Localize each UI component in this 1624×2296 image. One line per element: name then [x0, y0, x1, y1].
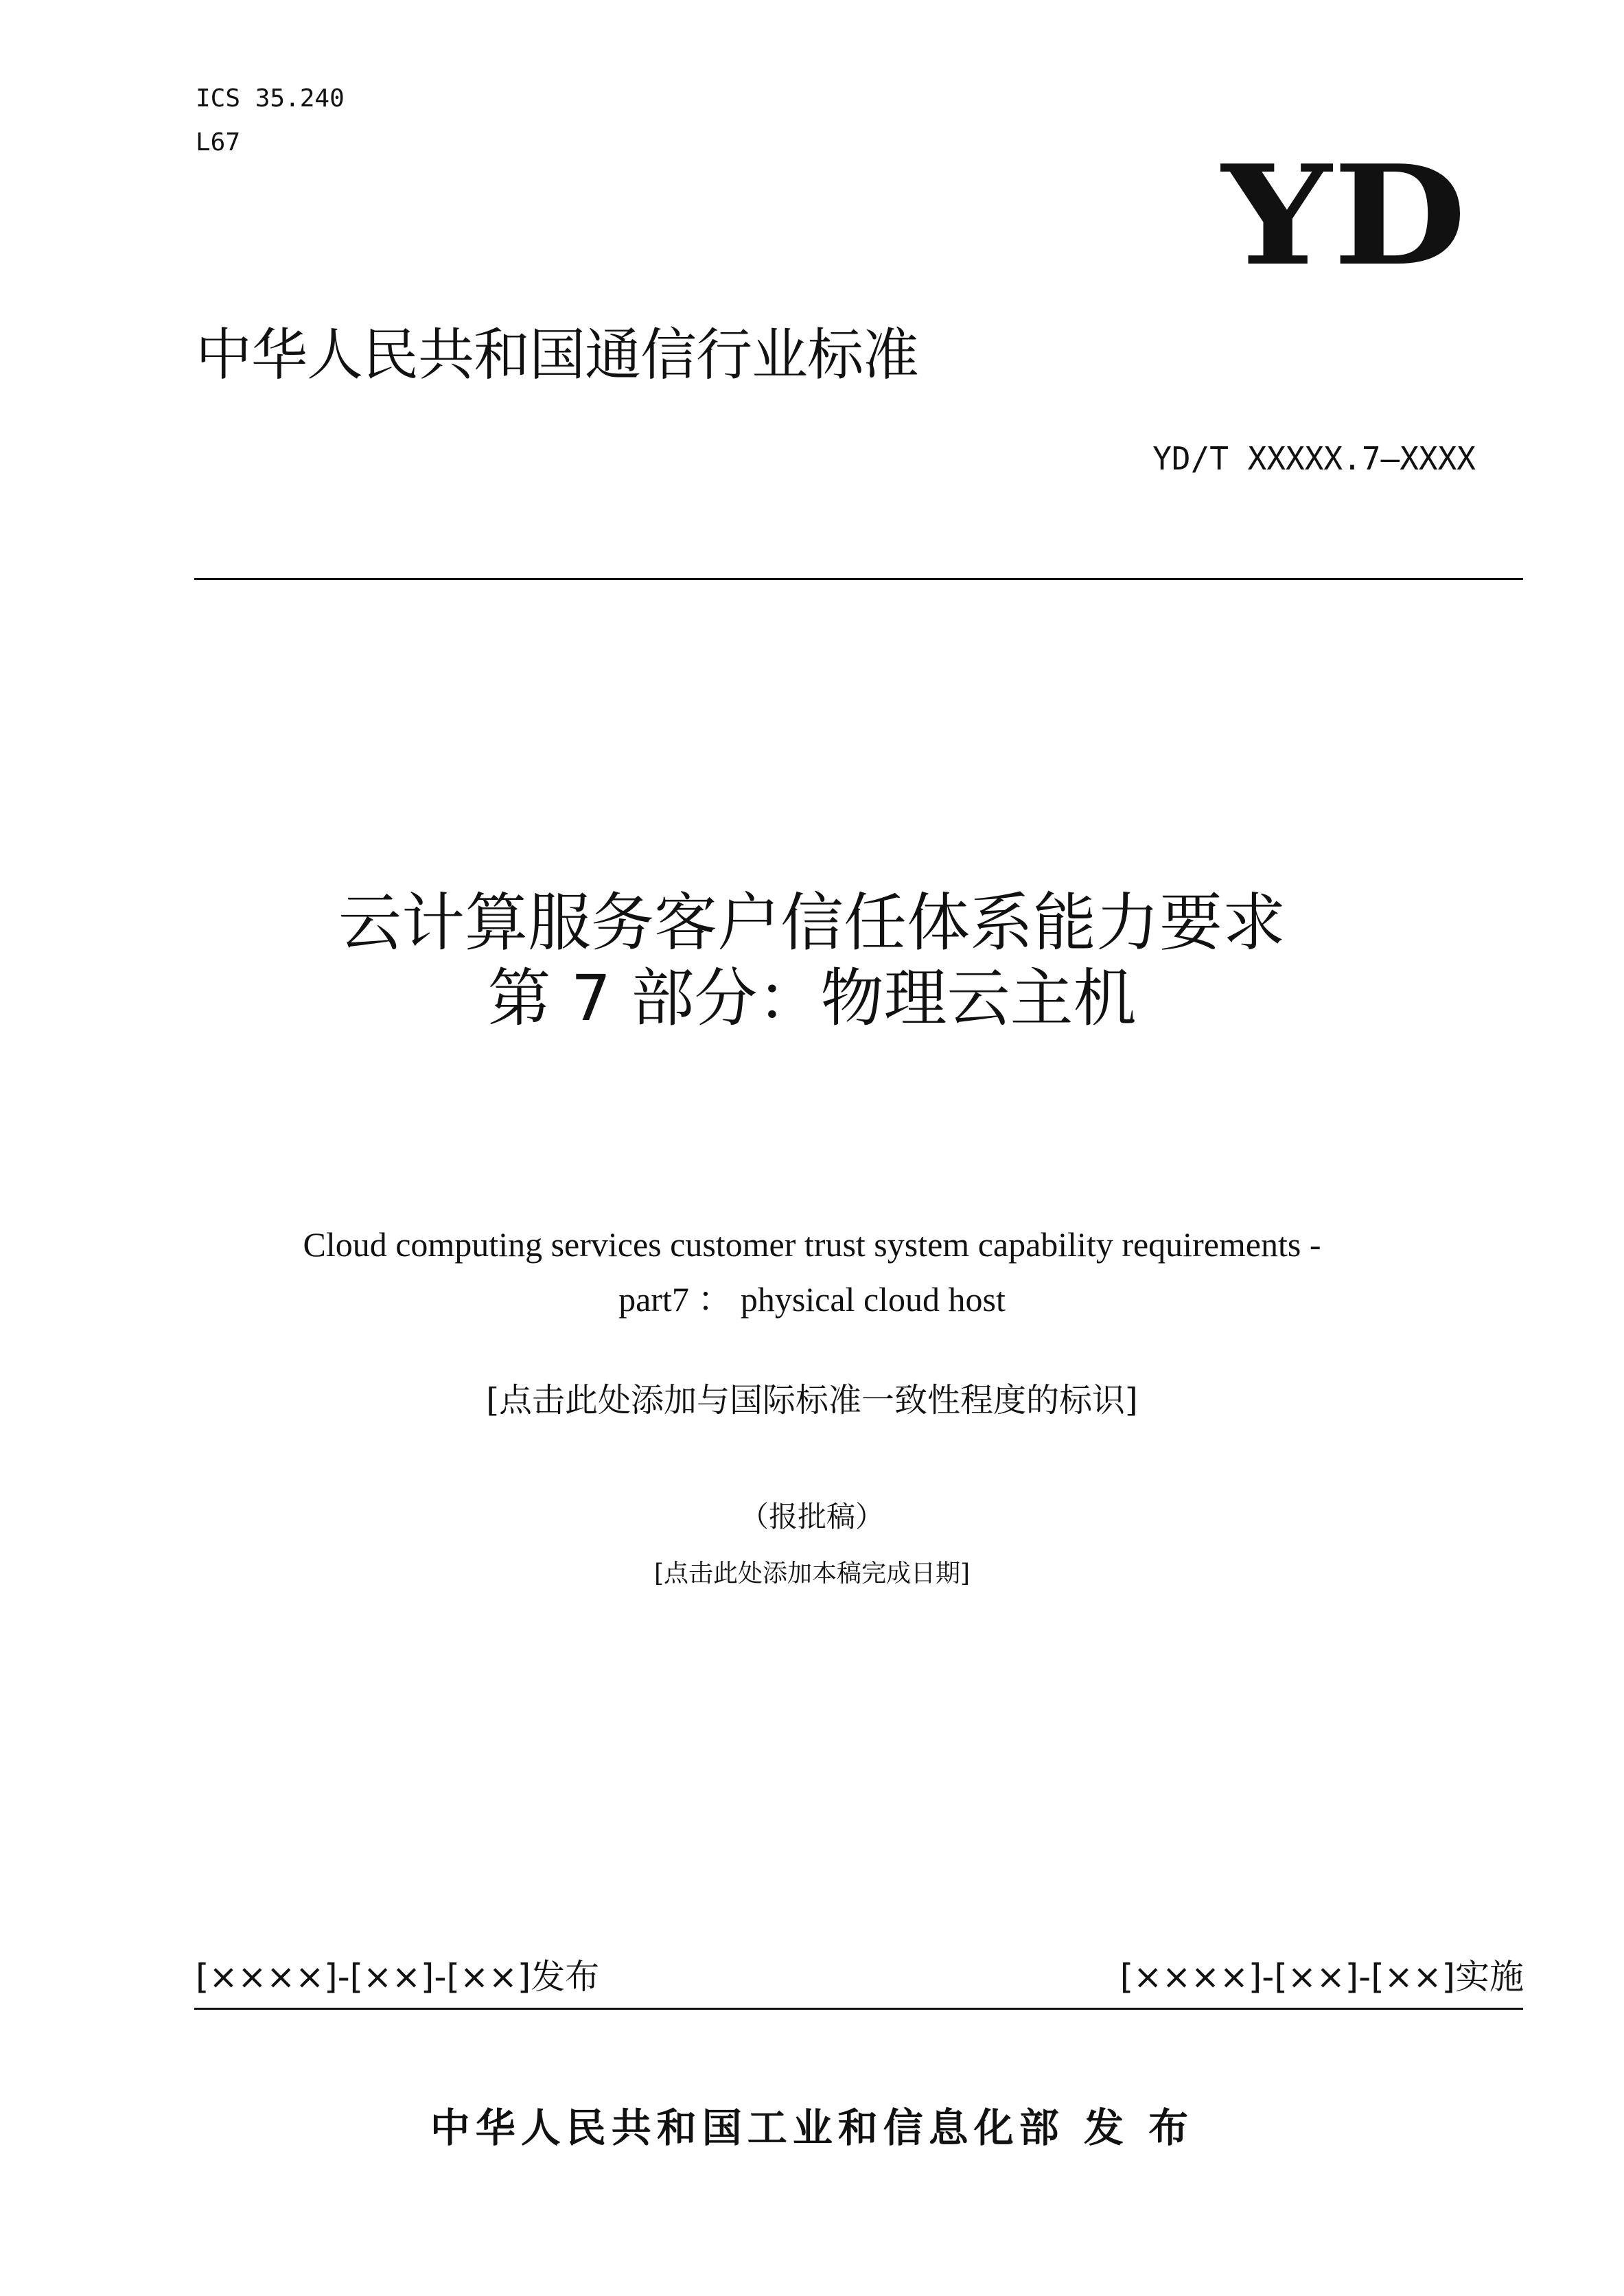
- english-title-line1: Cloud computing services customer trust system capability requirements -: [303, 1225, 1321, 1264]
- english-title: [0, 1217, 1624, 1327]
- document-title: [0, 885, 1624, 1036]
- standard-category-title: 中华人民共和国通信行业标准: [196, 323, 919, 388]
- ccs-code: L67: [196, 128, 241, 156]
- ics-code: ICS 35.240: [196, 84, 345, 113]
- footer-divider: [194, 2008, 1523, 2010]
- publish-date: [××××]-[××]-[××]发布: [196, 1957, 600, 1997]
- draft-date-placeholder[interactable]: [点击此处添加本稿完成日期]: [653, 1559, 971, 1588]
- document-title-line1: 云计算服务客户信任体系能力要求: [338, 886, 1286, 960]
- draft-status: （报批稿）: [739, 1500, 884, 1533]
- yd-logo: YD: [1222, 135, 1468, 297]
- issuer: 中华人民共和国工业和信息化部 发 布: [430, 2104, 1194, 2151]
- implement-date: [××××]-[××]-[××]实施: [1120, 1957, 1524, 1997]
- header-divider: [194, 578, 1523, 580]
- english-title-line2: part7 ： physical cloud host: [618, 1280, 1006, 1319]
- standard-number: YD/T XXXXX.7—XXXX: [1152, 440, 1476, 477]
- conformity-placeholder[interactable]: [点击此处添加与国际标准一致性程度的标识]: [486, 1381, 1138, 1419]
- document-title-line2: 第 7 部分：物理云主机: [487, 962, 1137, 1035]
